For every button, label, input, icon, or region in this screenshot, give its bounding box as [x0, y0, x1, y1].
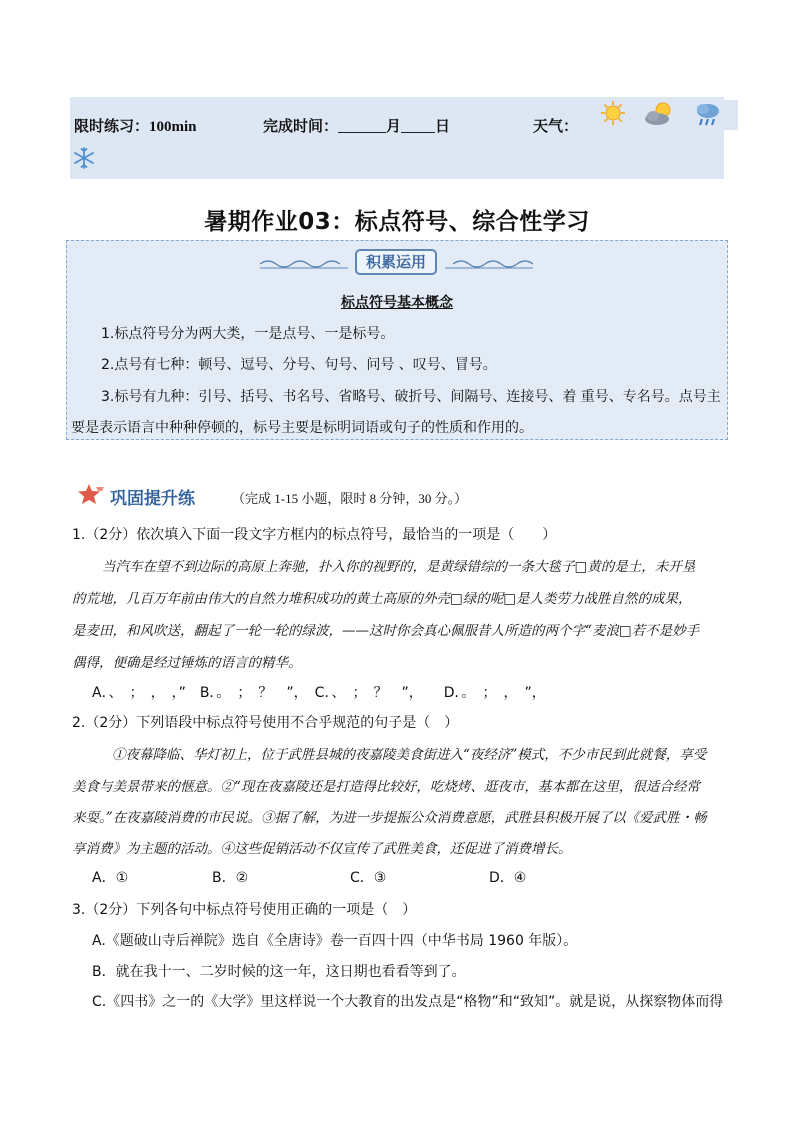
partly-cloudy-icon: [643, 101, 675, 127]
concept-line-2: 2.点号有七种：顿号、逗号、分号、句号、问号 、叹号、冒号。: [101, 357, 497, 373]
concept-line-3b: 要是表示语言中种种停顿的，标号主要是标明词语或句子的性质和作用的。: [71, 420, 533, 436]
left-wave-ornament: [258, 252, 350, 272]
section-badge: 积累运用: [355, 249, 437, 275]
q2-passage-line-2: 美食与美景带来的惬意。②“现在夜嘉陵还是打造得比较好，吃烧烤、逛夜市，基本都在这里，很适合经常: [72, 779, 700, 795]
snowflake-icon: [72, 146, 96, 170]
q1-passage-line-2: 的荒地，几百万年前由伟大的自然力堆积成功的黄土高原的外壳□绿的呢□是人类劳力战胜自然的成果，: [72, 591, 692, 607]
q2-stem: 2.（2分）下列语段中标点符号使用不合乎规范的句子是（ ）: [72, 715, 459, 731]
star-icon: [76, 483, 106, 505]
q3-option-a: A.《题破山寺后禅院》选自《全唐诗》卷一百四十四（中华书局 1960 年版）。: [92, 933, 578, 949]
q1-stem: 1.（2分）依次填入下面一段文字方框内的标点符号，最恰当的一项是（ ）: [72, 527, 557, 543]
q2-option-d: D．④: [489, 870, 527, 886]
right-wave-ornament: [443, 252, 535, 272]
q2-option-a: A．①: [92, 870, 129, 886]
q3-option-b: B．就在我十一、二岁时候的这一年，这日期也看看等到了。: [92, 964, 466, 980]
month-label: 月: [386, 119, 402, 135]
box-subtitle: 标点符号基本概念: [341, 295, 453, 311]
month-blank: [338, 118, 386, 133]
q2-passage-line-3: 来耍。”在夜嘉陵消费的市民说。③据了解，为进一步提振公众消费意愿，武胜县积极开展了以《爱武胜・畅: [72, 810, 707, 826]
section-note: （完成 1-15 小题，限时 8 分钟，30 分。）: [232, 491, 468, 506]
q3-stem: 3.（2分）下列各句中标点符号使用正确的一项是（ ）: [72, 902, 417, 918]
q3-option-c: C.《四书》之一的《大学》里这样说一个大教育的出发点是“格物”和“致知”。就是说，从探察物体而得: [92, 994, 724, 1010]
q2-option-c: C．③: [350, 870, 387, 886]
day-blank: [401, 118, 435, 133]
q1-passage-line-3: 是麦田，和风吹送，翻起了一轮一轮的绿波，——这时你会真心佩服昔人所造的两个字“麦浪□若不是妙手: [72, 623, 700, 639]
concept-line-3a: 3.标号有九种：引号、括号、书名号、省略号、破折号、间隔号、连接号、着 重号、专名号。点号主: [101, 389, 721, 405]
concept-line-1: 1.标点符号分为两大类，一是点号、一是标号。: [101, 326, 395, 342]
finish-label: 完成时间：: [263, 119, 339, 135]
finish-time: [263, 115, 450, 136]
weather-label: 天气：: [533, 119, 579, 135]
q1-passage-line-4: 偶得，便确是经过锤炼的语言的精华。: [72, 655, 302, 671]
section-title: 巩固提升练: [110, 489, 195, 509]
time-limit: 限时练习：100min: [74, 119, 197, 135]
sun-icon: [600, 100, 626, 126]
day-label: 日: [435, 119, 451, 135]
q1-options: A．、 ； ， ，” B．。 ； ？ ”， C．、 ； ？ ”， D．。 ； ， ”，: [92, 685, 546, 701]
rain-icon: [694, 101, 722, 129]
page-title: 暑期作业03：标点符号、综合性学习: [204, 209, 590, 235]
q2-passage-line-4: 享消费》为主题的活动。④这些促销活动不仅宣传了武胜美食，还促进了消费增长。: [72, 841, 572, 857]
q2-option-b: B．②: [212, 870, 249, 886]
header-bar-tab: [724, 100, 738, 130]
q2-passage-line-1: ①夜幕降临、华灯初上，位于武胜县城的夜嘉陵美食街进入“夜经济”模式，不少市民到此就餐，享受: [112, 747, 707, 763]
q1-passage-line-1: 当汽车在望不到边际的高原上奔驰，扑入你的视野的，是黄绿错综的一条大毯子□黄的是土，未开垦: [102, 559, 696, 575]
